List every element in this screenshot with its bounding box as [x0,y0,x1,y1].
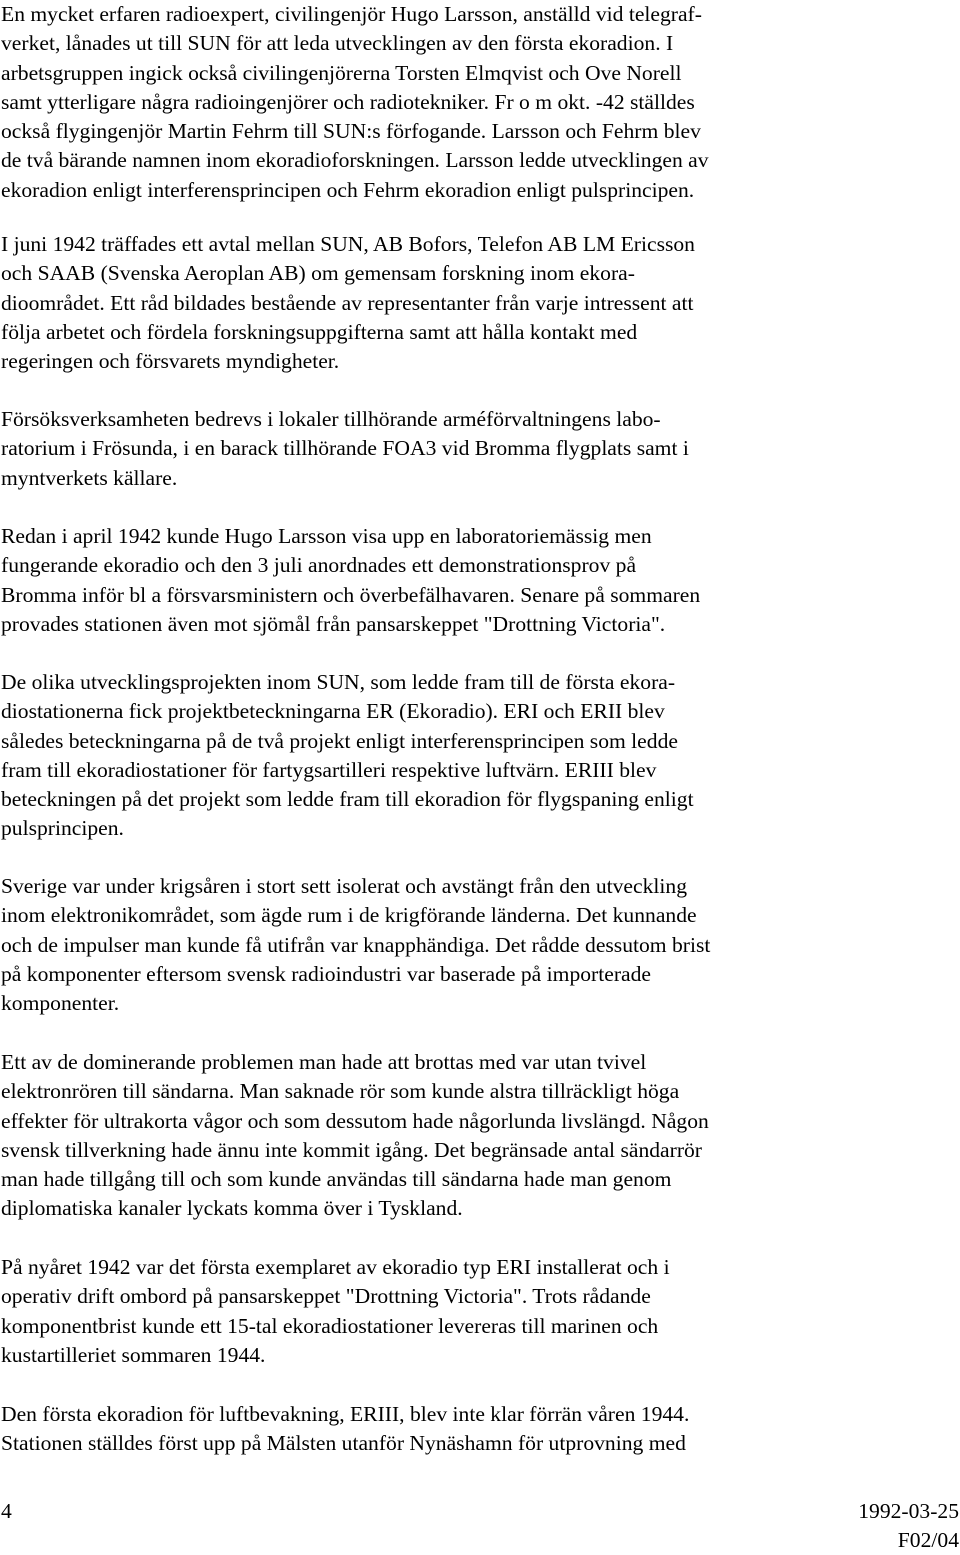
text-line: följa arbetet och fördela forskningsuppgifterna samt att hålla kontakt med [1,319,638,344]
paragraph [1,522,959,639]
paragraph [1,0,959,205]
text-line: de två bärande namnen inom ekoradioforskningen. Larsson ledde utvecklingen av [1,148,709,173]
text-line: diostationerna fick projektbeteckningarna ER (Ekoradio). ERI och ERII blev [1,699,665,724]
text-line: elektronrören till sändarna. Man saknade rör som kunde alstra tillräckligt höga [1,1079,680,1104]
page-number: 4 [1,1499,12,1523]
text-line: pulsprincipen. [1,816,124,841]
footer-date: 1992-03-25 [858,1499,959,1523]
text-line: Den första ekoradion för luftbevakning, ERIII, blev inte klar förrän våren 1944. [1,1402,690,1426]
paragraph [1,872,959,1018]
text-line: Stationen ställdes först upp på Mälsten utanför Nynäshamn för utprovning med [1,1431,686,1456]
text-line: Sverige var under krigsåren i stort sett isolerat och avstängt från den utveckling [1,874,687,898]
text-line: På nyåret 1942 var det första exemplaret av ekoradio typ ERI installerat och i [1,1255,670,1279]
text-line: fram till ekoradiostationer för fartygsartilleri respektive luftvärn. ERIII blev [1,757,657,782]
text-line: ekoradion enligt interferensprincipen och Fehrm ekoradion enligt pulsprincipen. [1,177,695,202]
text-line: Ett av de dominerande problemen man hade att brottas med var utan tvivel [1,1050,647,1074]
text-line: svensk tillverkning hade ännu inte kommit igång. Det begränsade antal sändarrör [1,1137,702,1162]
text-line: En mycket erfaren radioexpert, civilingenjör Hugo Larsson, anställd vid telegraf- [1,2,702,26]
text-line: fungerande ekoradio och den 3 juli anordnades ett demonstrationsprov på [1,553,637,578]
paragraph [1,668,959,844]
text-line: kustartilleriet sommaren 1944. [1,1342,266,1367]
text-line: effekter för ultrakorta vågor och som dessutom hade någorlunda livslängd. Någon [1,1108,709,1133]
footer-doc-code: F02/04 [897,1528,959,1552]
text-line: således beteckningarna på de två projekt enligt interferensprincipen som ledde [1,728,678,753]
text-line: provades stationen även mot sjömål från pansarskeppet "Drottning Victoria". [1,611,666,636]
text-line: komponenter. [1,991,120,1016]
text-line: inom elektronikområdet, som ägde rum i de krigförande länderna. Det kunnande [1,903,697,928]
text-line: samt ytterligare några radioingenjörer och radiotekniker. Fr o m okt. -42 ställdes [1,89,695,114]
text-line: Redan i april 1942 kunde Hugo Larsson visa upp en laboratoriemässig men [1,524,652,548]
text-line: Bromma inför bl a försvarsministern och överbefälhavaren. Senare på sommaren [1,582,701,607]
text-line: också flygingenjör Martin Fehrm till SUN:s förfogande. Larsson och Fehrm blev [1,119,701,144]
text-line: man hade tillgång till och som kunde användas till sändarna hade man genom [1,1167,672,1192]
paragraph [1,230,959,376]
text-line: och SAAB (Svenska Aeroplan AB) om gemensam forskning inom ekora- [1,261,635,286]
text-line: dioområdet. Ett råd bildades bestående av representanter från varje intressent att [1,290,694,315]
text-line: verket, lånades ut till SUN för att leda utvecklingen av den första ekoradion. I [1,31,674,56]
text-line: regeringen och försvarets myndigheter. [1,349,340,374]
text-line: Försöksverksamheten bedrevs i lokaler tillhörande arméförvaltningens labo- [1,407,661,431]
paragraph [1,1400,959,1459]
text-line: beteckningen på det projekt som ledde fram till ekoradion för flygspaning enligt [1,787,694,812]
text-line: operativ drift ombord på pansarskeppet "Drottning Victoria". Trots rådande [1,1284,651,1309]
text-line: I juni 1942 träffades ett avtal mellan SUN, AB Bofors, Telefon AB LM Ericsson [1,232,695,256]
text-line: och de impulser man kunde få utifrån var knapphändiga. Det rådde dessutom brist [1,932,711,957]
text-line: diplomatiska kanaler lyckats komma över i Tyskland. [1,1196,463,1221]
text-line: arbetsgruppen ingick också civilingenjörerna Torsten Elmqvist och Ove Norell [1,60,682,85]
text-line: De olika utvecklingsprojekten inom SUN, som ledde fram till de första ekora- [1,670,676,694]
text-line: komponentbrist kunde ett 15-tal ekoradiostationer levereras till marinen och [1,1313,659,1338]
text-line: ratorium i Frösunda, i en barack tillhörande FOA3 vid Bromma flygplats samt i [1,436,689,461]
paragraph [1,1048,959,1224]
text-line: på komponenter eftersom svensk radioindustri var baserade på importerade [1,961,651,986]
paragraph [1,1253,959,1370]
paragraph [1,405,959,493]
text-line: myntverkets källare. [1,465,178,490]
